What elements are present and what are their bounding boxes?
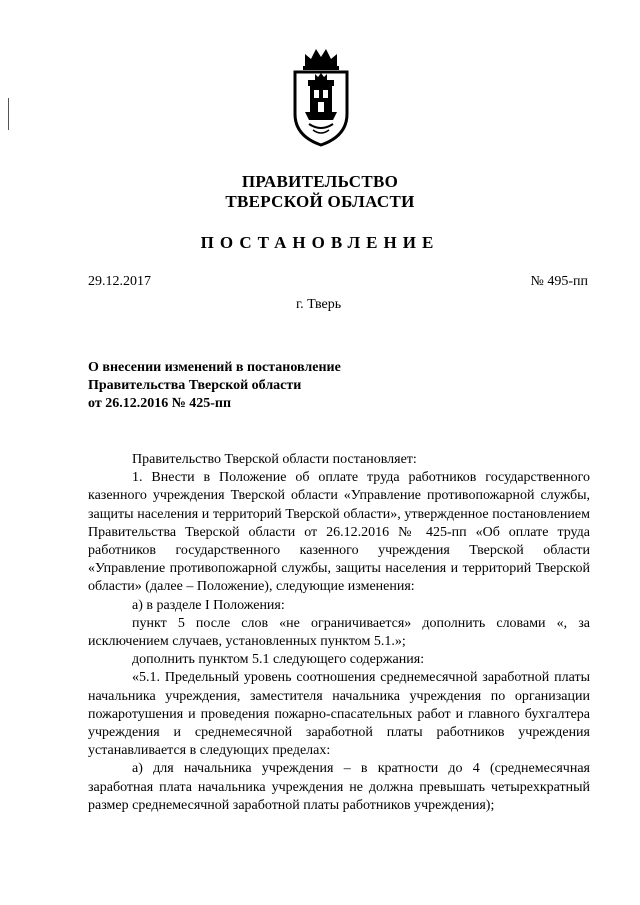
body-paragraph: «5.1. Предельный уровень соотношения среднемесячной заработной платы начальника учреждения, заместителя начальника учреждения по организации пожаротушения и проведения пожарно-спасательных работ и главного бухгалтера учреждения и среднемесячной заработной платы работников учреждения устанавливается в следующих пределах: bbox=[88, 670, 590, 759]
document-date: 29.12.2017 bbox=[88, 274, 151, 289]
document-number: № 495-пп bbox=[530, 274, 588, 289]
government-name-line2: ТВЕРСКОЙ ОБЛАСТИ bbox=[225, 192, 415, 211]
margin-mark bbox=[8, 98, 9, 130]
body-paragraph: 1. Внести в Положение об оплате труда работников государственного казенного учреждения Тверской области «Управление противопожарной службы, защиты населения и территорий Тверской области», утвержденное постановлением Правительства Тверской области от 26.12.2016 № 425-пп «Об оплате труда работников государственного казенного учреждения Тверской области «Управление противопожарной службы, защиты населения и территорий Тверской области» (далее – Положение), следующие изменения: bbox=[88, 470, 590, 595]
document-body bbox=[88, 451, 590, 815]
body-paragraph: Правительство Тверской области постановляет: bbox=[132, 452, 417, 467]
document-city: г. Тверь bbox=[296, 297, 342, 312]
coat-of-arms-emblem bbox=[291, 46, 351, 148]
document-type: ПОСТАНОВЛЕНИЕ bbox=[200, 233, 440, 252]
body-paragraph: пункт 5 после слов «не ограничивается» дополнить словами «, за исключением случаев, установленных пунктом 5.1.»; bbox=[88, 615, 590, 650]
subject-line: Правительства Тверской области bbox=[88, 378, 302, 393]
subject-line: от 26.12.2016 № 425-пп bbox=[88, 396, 232, 411]
subject-line: О внесении изменений в постановление bbox=[88, 360, 341, 375]
body-paragraph: дополнить пунктом 5.1 следующего содержания: bbox=[132, 652, 425, 668]
government-name-line1: ПРАВИТЕЛЬСТВО bbox=[241, 172, 399, 191]
document-subject bbox=[88, 359, 341, 413]
body-paragraph: а) в разделе I Положения: bbox=[132, 597, 285, 613]
body-paragraph: а) для начальника учреждения – в кратности до 4 (среднемесячная заработная плата начальника учреждения не должна превышать четырехкратный размер среднемесячной заработной платы работников учреждения); bbox=[88, 761, 590, 813]
